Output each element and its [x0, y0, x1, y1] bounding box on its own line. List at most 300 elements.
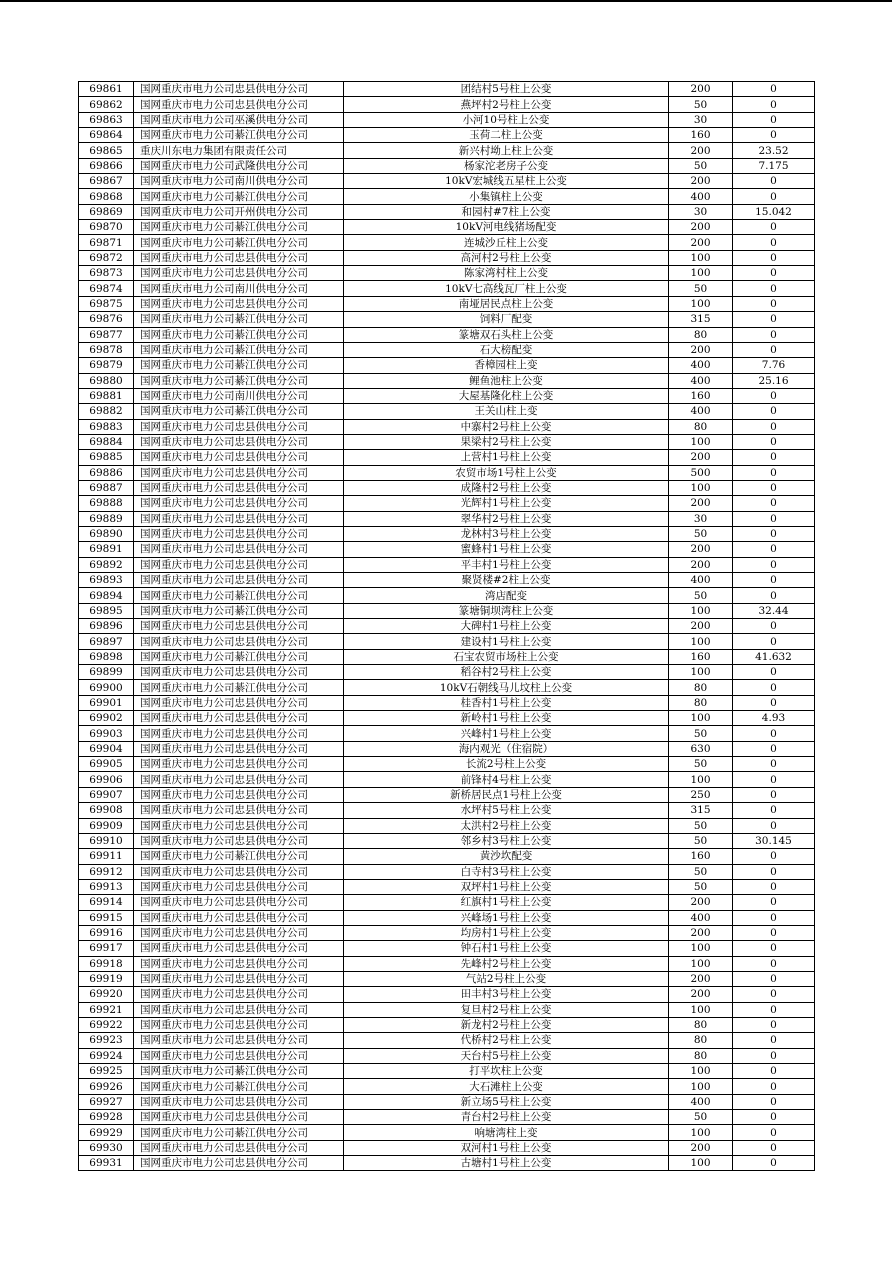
company-cell: 国网重庆市电力公司綦江供电分公司 [134, 849, 344, 864]
transformer-name-cell: 光辉村1号柱上公变 [344, 496, 669, 511]
table-row [79, 496, 815, 511]
value-cell: 0 [733, 741, 815, 756]
table-row [79, 373, 815, 388]
record-id-cell: 69919 [79, 971, 134, 986]
value-cell: 0 [733, 726, 815, 741]
capacity-cell: 160 [669, 849, 733, 864]
company-cell: 国网重庆市电力公司綦江供电分公司 [134, 680, 344, 695]
record-id-cell: 69897 [79, 634, 134, 649]
record-id-cell: 69929 [79, 1125, 134, 1140]
transformer-name-cell: 团结村5号柱上公变 [344, 82, 669, 97]
capacity-cell: 400 [669, 1094, 733, 1109]
value-cell: 0 [733, 695, 815, 710]
capacity-cell: 315 [669, 803, 733, 818]
record-id-cell: 69894 [79, 588, 134, 603]
transformer-name-cell: 水坪村5号柱上公变 [344, 803, 669, 818]
table-row [79, 864, 815, 879]
transformer-name-cell: 篆塘双石头柱上公变 [344, 327, 669, 342]
capacity-cell: 50 [669, 1110, 733, 1125]
company-cell: 国网重庆市电力公司綦江供电分公司 [134, 327, 344, 342]
transformer-name-cell: 龙林村3号柱上公变 [344, 526, 669, 541]
value-cell: 0 [733, 665, 815, 680]
company-cell: 国网重庆市电力公司忠县供电分公司 [134, 480, 344, 495]
transformer-name-cell: 果梁村2号柱上公变 [344, 434, 669, 449]
capacity-cell: 400 [669, 358, 733, 373]
capacity-cell: 400 [669, 404, 733, 419]
company-cell: 国网重庆市电力公司綦江供电分公司 [134, 235, 344, 250]
table-row [79, 158, 815, 173]
transformer-name-cell: 农贸市场1号柱上公变 [344, 465, 669, 480]
record-id-cell: 69863 [79, 112, 134, 127]
table-row [79, 250, 815, 265]
company-cell: 国网重庆市电力公司忠县供电分公司 [134, 419, 344, 434]
company-cell: 国网重庆市电力公司忠县供电分公司 [134, 803, 344, 818]
transformer-name-cell: 10kV七高线瓦厂柱上公变 [344, 281, 669, 296]
company-cell: 国网重庆市电力公司武隆供电分公司 [134, 158, 344, 173]
table-row [79, 588, 815, 603]
transformer-name-cell: 兴峰村1号柱上公变 [344, 726, 669, 741]
capacity-cell: 100 [669, 1156, 733, 1171]
company-cell: 国网重庆市电力公司忠县供电分公司 [134, 787, 344, 802]
record-id-cell: 69923 [79, 1033, 134, 1048]
record-id-cell: 69873 [79, 266, 134, 281]
record-id-cell: 69926 [79, 1079, 134, 1094]
value-cell: 0 [733, 526, 815, 541]
company-cell: 国网重庆市电力公司忠县供电分公司 [134, 695, 344, 710]
transformer-name-cell: 红旗村1号柱上公变 [344, 895, 669, 910]
record-id-cell: 69931 [79, 1156, 134, 1171]
capacity-cell: 200 [669, 496, 733, 511]
record-id-cell: 69890 [79, 526, 134, 541]
table-row [79, 419, 815, 434]
company-cell: 国网重庆市电力公司忠县供电分公司 [134, 956, 344, 971]
table-row [79, 757, 815, 772]
value-cell: 0 [733, 910, 815, 925]
capacity-cell: 100 [669, 1064, 733, 1079]
value-cell: 0 [733, 327, 815, 342]
value-cell: 15.042 [733, 204, 815, 219]
table-row [79, 772, 815, 787]
table-row [79, 220, 815, 235]
record-id-cell: 69868 [79, 189, 134, 204]
capacity-cell: 200 [669, 174, 733, 189]
capacity-cell: 250 [669, 787, 733, 802]
record-id-cell: 69865 [79, 143, 134, 158]
value-cell: 0 [733, 864, 815, 879]
capacity-cell: 200 [669, 220, 733, 235]
record-id-cell: 69892 [79, 557, 134, 572]
capacity-cell: 100 [669, 956, 733, 971]
value-cell: 0 [733, 1033, 815, 1048]
capacity-cell: 100 [669, 603, 733, 618]
capacity-cell: 80 [669, 695, 733, 710]
company-cell: 国网重庆市电力公司南川供电分公司 [134, 174, 344, 189]
capacity-cell: 50 [669, 726, 733, 741]
table-row [79, 649, 815, 664]
company-cell: 国网重庆市电力公司忠县供电分公司 [134, 573, 344, 588]
capacity-cell: 100 [669, 772, 733, 787]
table-row [79, 1094, 815, 1109]
value-cell: 0 [733, 1156, 815, 1171]
table-row [79, 619, 815, 634]
value-cell: 0 [733, 588, 815, 603]
value-cell: 0 [733, 189, 815, 204]
company-cell: 国网重庆市电力公司忠县供电分公司 [134, 82, 344, 97]
table-row [79, 634, 815, 649]
value-cell: 0 [733, 296, 815, 311]
table-row [79, 1017, 815, 1032]
company-cell: 国网重庆市电力公司綦江供电分公司 [134, 1125, 344, 1140]
table-row [79, 1033, 815, 1048]
company-cell: 国网重庆市电力公司忠县供电分公司 [134, 1033, 344, 1048]
record-id-cell: 69886 [79, 465, 134, 480]
company-cell: 国网重庆市电力公司綦江供电分公司 [134, 1064, 344, 1079]
capacity-cell: 200 [669, 1140, 733, 1155]
transformer-name-cell: 成隆村2号柱上公变 [344, 480, 669, 495]
company-cell: 国网重庆市电力公司綦江供电分公司 [134, 342, 344, 357]
record-id-cell: 69898 [79, 649, 134, 664]
value-cell: 0 [733, 450, 815, 465]
transformer-name-cell: 桂香村1号柱上公变 [344, 695, 669, 710]
company-cell: 国网重庆市电力公司忠县供电分公司 [134, 296, 344, 311]
table-row [79, 818, 815, 833]
capacity-cell: 400 [669, 373, 733, 388]
transformer-name-cell: 复旦村2号柱上公变 [344, 1002, 669, 1017]
company-cell: 国网重庆市电力公司开州供电分公司 [134, 204, 344, 219]
company-cell: 国网重庆市电力公司忠县供电分公司 [134, 1048, 344, 1063]
record-id-cell: 69896 [79, 619, 134, 634]
value-cell: 0 [733, 128, 815, 143]
transformer-name-cell: 新立场5号柱上公变 [344, 1094, 669, 1109]
transformer-name-cell: 玉荷二柱上公变 [344, 128, 669, 143]
company-cell: 国网重庆市电力公司忠县供电分公司 [134, 1156, 344, 1171]
capacity-cell: 100 [669, 634, 733, 649]
record-id-cell: 69874 [79, 281, 134, 296]
table-row [79, 312, 815, 327]
top-border-line [0, 0, 892, 2]
record-id-cell: 69901 [79, 695, 134, 710]
capacity-cell: 100 [669, 665, 733, 680]
table-row [79, 189, 815, 204]
company-cell: 国网重庆市电力公司忠县供电分公司 [134, 465, 344, 480]
capacity-cell: 50 [669, 864, 733, 879]
company-cell: 国网重庆市电力公司綦江供电分公司 [134, 312, 344, 327]
value-cell: 0 [733, 772, 815, 787]
company-cell: 国网重庆市电力公司綦江供电分公司 [134, 128, 344, 143]
record-id-cell: 69905 [79, 757, 134, 772]
transformer-name-cell: 杨家沱老房子公变 [344, 158, 669, 173]
company-cell: 国网重庆市电力公司忠县供电分公司 [134, 665, 344, 680]
capacity-cell: 50 [669, 526, 733, 541]
value-cell: 0 [733, 971, 815, 986]
capacity-cell: 200 [669, 895, 733, 910]
company-cell: 国网重庆市电力公司忠县供电分公司 [134, 1094, 344, 1109]
table-row [79, 895, 815, 910]
table-row [79, 358, 815, 373]
value-cell: 41.632 [733, 649, 815, 664]
transformer-name-cell: 均房村1号柱上公变 [344, 925, 669, 940]
capacity-cell: 80 [669, 1017, 733, 1032]
company-cell: 国网重庆市电力公司忠县供电分公司 [134, 987, 344, 1002]
table-row [79, 128, 815, 143]
transformer-name-cell: 高河村2号柱上公变 [344, 250, 669, 265]
table-row [79, 803, 815, 818]
value-cell: 0 [733, 634, 815, 649]
table-row [79, 480, 815, 495]
transformer-name-cell: 新龙村2号柱上公变 [344, 1017, 669, 1032]
value-cell: 0 [733, 1110, 815, 1125]
table-row [79, 925, 815, 940]
value-cell: 4.93 [733, 711, 815, 726]
value-cell: 0 [733, 542, 815, 557]
value-cell: 0 [733, 787, 815, 802]
value-cell: 0 [733, 956, 815, 971]
table-row [79, 174, 815, 189]
value-cell: 0 [733, 1017, 815, 1032]
value-cell: 0 [733, 1048, 815, 1063]
transformer-name-cell: 田丰村3号柱上公变 [344, 987, 669, 1002]
table-row [79, 281, 815, 296]
record-id-cell: 69891 [79, 542, 134, 557]
value-cell: 7.175 [733, 158, 815, 173]
table-row [79, 1110, 815, 1125]
transformer-name-cell: 先峰村2号柱上公变 [344, 956, 669, 971]
capacity-cell: 200 [669, 235, 733, 250]
record-id-cell: 69928 [79, 1110, 134, 1125]
record-id-cell: 69900 [79, 680, 134, 695]
record-id-cell: 69877 [79, 327, 134, 342]
record-id-cell: 69867 [79, 174, 134, 189]
table-row [79, 1140, 815, 1155]
company-cell: 国网重庆市电力公司忠县供电分公司 [134, 1110, 344, 1125]
transformer-name-cell: 大碑村1号柱上公变 [344, 619, 669, 634]
value-cell: 0 [733, 511, 815, 526]
transformer-name-cell: 建设村1号柱上公变 [344, 634, 669, 649]
transformer-name-cell: 兴峰场1号柱上公变 [344, 910, 669, 925]
table-row [79, 573, 815, 588]
company-cell: 国网重庆市电力公司忠县供电分公司 [134, 818, 344, 833]
transformer-name-cell: 太洪村2号柱上公变 [344, 818, 669, 833]
company-cell: 国网重庆市电力公司忠县供电分公司 [134, 741, 344, 756]
capacity-cell: 500 [669, 465, 733, 480]
transformer-name-cell: 燕坪村2号柱上公变 [344, 97, 669, 112]
table-row [79, 450, 815, 465]
table-row [79, 787, 815, 802]
table-row [79, 956, 815, 971]
record-id-cell: 69862 [79, 97, 134, 112]
company-cell: 国网重庆市电力公司綦江供电分公司 [134, 588, 344, 603]
transformer-name-cell: 连城沙丘柱上公变 [344, 235, 669, 250]
table-row [79, 833, 815, 848]
capacity-cell: 100 [669, 434, 733, 449]
table-row [79, 327, 815, 342]
value-cell: 0 [733, 480, 815, 495]
value-cell: 0 [733, 174, 815, 189]
capacity-cell: 200 [669, 987, 733, 1002]
company-cell: 国网重庆市电力公司忠县供电分公司 [134, 97, 344, 112]
company-cell: 国网重庆市电力公司忠县供电分公司 [134, 941, 344, 956]
capacity-cell: 80 [669, 1033, 733, 1048]
transformer-name-cell: 10kV宏城线五星柱上公变 [344, 174, 669, 189]
company-cell: 国网重庆市电力公司忠县供电分公司 [134, 526, 344, 541]
company-cell: 国网重庆市电力公司忠县供电分公司 [134, 1017, 344, 1032]
value-cell: 0 [733, 849, 815, 864]
company-cell: 国网重庆市电力公司忠县供电分公司 [134, 450, 344, 465]
company-cell: 国网重庆市电力公司綦江供电分公司 [134, 404, 344, 419]
capacity-cell: 50 [669, 757, 733, 772]
capacity-cell: 50 [669, 97, 733, 112]
transformer-name-cell: 钟石村1号柱上公变 [344, 941, 669, 956]
value-cell: 0 [733, 281, 815, 296]
transformer-name-cell: 石宝农贸市场柱上公变 [344, 649, 669, 664]
transformer-name-cell: 陈家湾村柱上公变 [344, 266, 669, 281]
transformer-name-cell: 翠华村2号柱上公变 [344, 511, 669, 526]
table-row [79, 987, 815, 1002]
transformer-name-cell: 响塘湾柱上变 [344, 1125, 669, 1140]
table-row [79, 143, 815, 158]
capacity-cell: 200 [669, 143, 733, 158]
capacity-cell: 160 [669, 128, 733, 143]
company-cell: 国网重庆市电力公司忠县供电分公司 [134, 434, 344, 449]
value-cell: 0 [733, 1064, 815, 1079]
value-cell: 0 [733, 250, 815, 265]
transformer-table [78, 81, 815, 1171]
table-row [79, 910, 815, 925]
company-cell: 国网重庆市电力公司綦江供电分公司 [134, 373, 344, 388]
value-cell: 0 [733, 1125, 815, 1140]
value-cell: 0 [733, 1094, 815, 1109]
value-cell: 0 [733, 680, 815, 695]
capacity-cell: 200 [669, 619, 733, 634]
transformer-name-cell: 上营村1号柱上公变 [344, 450, 669, 465]
company-cell: 国网重庆市电力公司忠县供电分公司 [134, 726, 344, 741]
capacity-cell: 80 [669, 680, 733, 695]
transformer-name-cell: 代桥村2号柱上公变 [344, 1033, 669, 1048]
table-row [79, 695, 815, 710]
company-cell: 国网重庆市电力公司忠县供电分公司 [134, 971, 344, 986]
record-id-cell: 69915 [79, 910, 134, 925]
transformer-name-cell: 平丰村1号柱上公变 [344, 557, 669, 572]
transformer-name-cell: 气站2号柱上公变 [344, 971, 669, 986]
transformer-name-cell: 海内观光（住宿院） [344, 741, 669, 756]
capacity-cell: 100 [669, 1125, 733, 1140]
record-id-cell: 69909 [79, 818, 134, 833]
transformer-name-cell: 白寺村3号柱上公变 [344, 864, 669, 879]
capacity-cell: 160 [669, 649, 733, 664]
company-cell: 国网重庆市电力公司忠县供电分公司 [134, 772, 344, 787]
capacity-cell: 80 [669, 327, 733, 342]
transformer-name-cell: 和园村#7柱上公变 [344, 204, 669, 219]
transformer-name-cell: 10kV河电线猪场配变 [344, 220, 669, 235]
capacity-cell: 50 [669, 588, 733, 603]
capacity-cell: 100 [669, 1079, 733, 1094]
value-cell: 0 [733, 342, 815, 357]
company-cell: 国网重庆市电力公司忠县供电分公司 [134, 634, 344, 649]
transformer-name-cell: 石大榜配变 [344, 342, 669, 357]
record-id-cell: 69893 [79, 573, 134, 588]
transformer-name-cell: 鲤鱼池柱上公变 [344, 373, 669, 388]
transformer-name-cell: 邻乡村3号柱上公变 [344, 833, 669, 848]
capacity-cell: 100 [669, 941, 733, 956]
record-id-cell: 69879 [79, 358, 134, 373]
table-body [79, 82, 815, 1171]
capacity-cell: 30 [669, 204, 733, 219]
company-cell: 国网重庆市电力公司忠县供电分公司 [134, 833, 344, 848]
table-row [79, 971, 815, 986]
transformer-name-cell: 小集镇柱上公变 [344, 189, 669, 204]
record-id-cell: 69904 [79, 741, 134, 756]
capacity-cell: 200 [669, 971, 733, 986]
transformer-name-cell: 王关山柱上变 [344, 404, 669, 419]
value-cell: 0 [733, 97, 815, 112]
value-cell: 32.44 [733, 603, 815, 618]
record-id-cell: 69914 [79, 895, 134, 910]
capacity-cell: 200 [669, 342, 733, 357]
transformer-name-cell: 篆塘铜坝湾柱上公变 [344, 603, 669, 618]
table-row [79, 542, 815, 557]
table-row [79, 388, 815, 403]
capacity-cell: 400 [669, 573, 733, 588]
transformer-name-cell: 湾店配变 [344, 588, 669, 603]
value-cell: 7.76 [733, 358, 815, 373]
record-id-cell: 69895 [79, 603, 134, 618]
table-row [79, 204, 815, 219]
record-id-cell: 69902 [79, 711, 134, 726]
table-row [79, 680, 815, 695]
value-cell: 0 [733, 1002, 815, 1017]
table-row [79, 465, 815, 480]
table-row [79, 557, 815, 572]
capacity-cell: 30 [669, 112, 733, 127]
transformer-name-cell: 中寨村2号柱上公变 [344, 419, 669, 434]
company-cell: 国网重庆市电力公司南川供电分公司 [134, 388, 344, 403]
capacity-cell: 200 [669, 925, 733, 940]
record-id-cell: 69910 [79, 833, 134, 848]
transformer-name-cell: 饲料厂配变 [344, 312, 669, 327]
capacity-cell: 200 [669, 82, 733, 97]
capacity-cell: 50 [669, 158, 733, 173]
table-row [79, 1064, 815, 1079]
transformer-name-cell: 古塘村1号柱上公变 [344, 1156, 669, 1171]
capacity-cell: 100 [669, 266, 733, 281]
capacity-cell: 315 [669, 312, 733, 327]
table-row [79, 82, 815, 97]
transformer-name-cell: 大屋基隆化柱上公变 [344, 388, 669, 403]
company-cell: 国网重庆市电力公司綦江供电分公司 [134, 603, 344, 618]
capacity-cell: 100 [669, 480, 733, 495]
value-cell: 0 [733, 388, 815, 403]
value-cell: 0 [733, 803, 815, 818]
transformer-name-cell: 双坪村1号柱上公变 [344, 879, 669, 894]
company-cell: 国网重庆市电力公司南川供电分公司 [134, 281, 344, 296]
value-cell: 0 [733, 757, 815, 772]
transformer-name-cell: 蜜蜂村1号柱上公变 [344, 542, 669, 557]
record-id-cell: 69912 [79, 864, 134, 879]
company-cell: 国网重庆市电力公司忠县供电分公司 [134, 619, 344, 634]
table-row [79, 511, 815, 526]
table-row [79, 1002, 815, 1017]
record-id-cell: 69881 [79, 388, 134, 403]
value-cell: 0 [733, 496, 815, 511]
value-cell: 0 [733, 235, 815, 250]
record-id-cell: 69888 [79, 496, 134, 511]
capacity-cell: 200 [669, 557, 733, 572]
capacity-cell: 630 [669, 741, 733, 756]
company-cell: 国网重庆市电力公司忠县供电分公司 [134, 496, 344, 511]
value-cell: 0 [733, 82, 815, 97]
company-cell: 国网重庆市电力公司忠县供电分公司 [134, 1140, 344, 1155]
company-cell: 国网重庆市电力公司忠县供电分公司 [134, 1002, 344, 1017]
